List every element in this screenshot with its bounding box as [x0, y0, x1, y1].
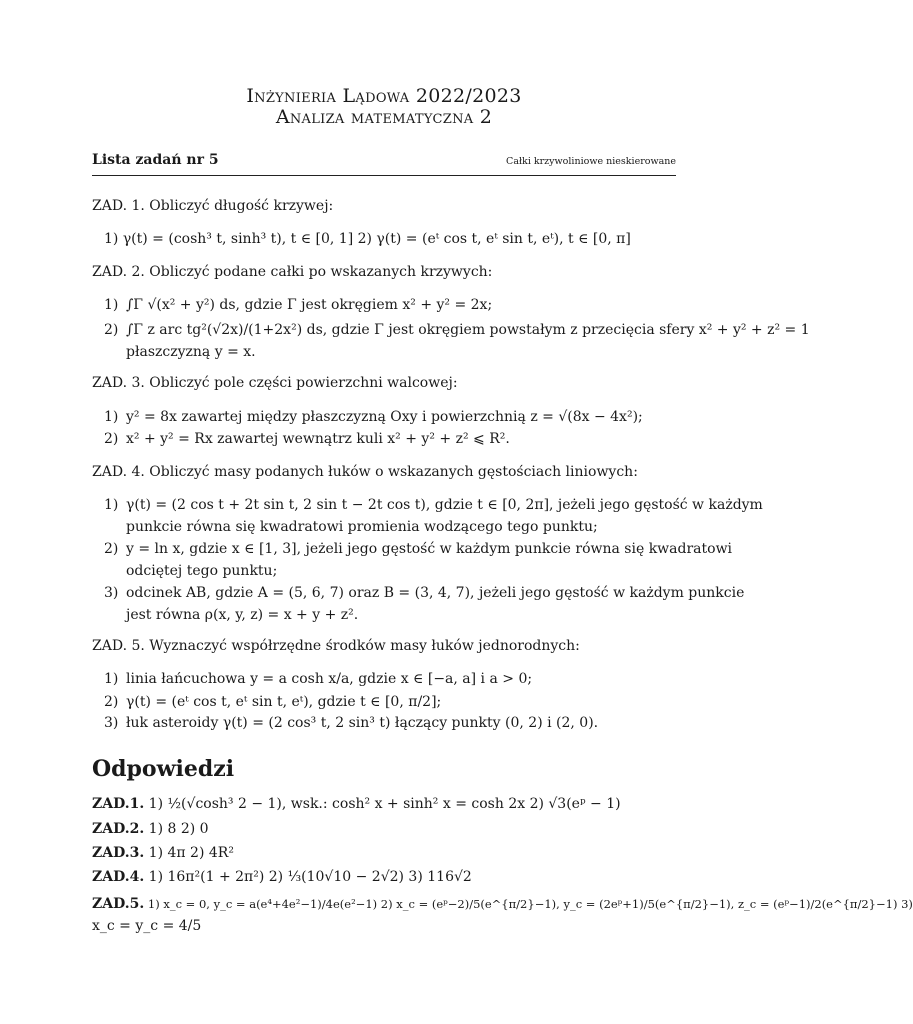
subject-title: Analiza matematyczna 2 [275, 106, 493, 128]
zad1-items: 1) γ(t) = (cosh³ t, sinh³ t), t ∈ [0, 1] 2) γ(t) = (eᵗ cos t, eᵗ sin t, eᵗ), t ∈ [0, π] [104, 231, 631, 247]
zad4-heading: ZAD. 4. Obliczyć masy podanych łuków o wskazanych gęstościach liniowych: [92, 464, 638, 480]
zad5-heading: ZAD. 5. Wyznaczyć współrzędne środków masy łuków jednorodnych: [92, 638, 580, 654]
zad2-item-2: 2) ∫Γ z arc tg²(√2x)/(1+2x²) ds, gdzie Γ jest okręgiem powstałym z przecięcia sfery x² + y² + z² = 1 [104, 322, 810, 338]
list-number: Lista zadań nr 5 [92, 152, 219, 168]
zad2-heading: ZAD. 2. Obliczyć podane całki po wskazanych krzywych: [92, 264, 493, 280]
zad4-item-2-cont: odciętej tego punktu; [126, 563, 278, 579]
zad2-item-1: 1) ∫Γ √(x² + y²) ds, gdzie Γ jest okręgiem x² + y² = 2x; [104, 297, 493, 313]
answer-4: ZAD.4. 1) 16π²(1 + 2π²) 2) ⅓(10√10 − 2√2) 3) 116√2 [92, 869, 472, 885]
answer-1: ZAD.1. 1) ½(√cosh³ 2 − 1), wsk.: cosh² x + sinh² x = cosh 2x 2) √3(eᵖ − 1) [92, 796, 621, 812]
zad2-item-2-cont: płaszczyzną y = x. [126, 344, 256, 360]
zad5-item-1: 1) linia łańcuchowa y = a cosh x/a, gdzie x ∈ [−a, a] i a > 0; [104, 671, 533, 687]
zad4-item-3: 3) odcinek AB, gdzie A = (5, 6, 7) oraz B = (3, 4, 7), jeżeli jego gęstość w każdym punkcie [104, 585, 745, 601]
zad4-item-1: 1) γ(t) = (2 cos t + 2t sin t, 2 sin t − 2t cos t), gdzie t ∈ [0, 2π], jeżeli jego gęstość w każdym [104, 497, 763, 513]
answers-title: Odpowiedzi [92, 756, 235, 782]
header-rule [92, 175, 676, 176]
list-topic: Całki krzywoliniowe nieskierowane [506, 156, 676, 167]
zad3-item-2: 2) x² + y² = Rx zawartej wewnątrz kuli x² + y² + z² ⩽ R². [104, 431, 510, 447]
answer-3: ZAD.3. 1) 4π 2) 4R² [92, 845, 234, 861]
course-title: Inżynieria Lądowa 2022/2023 [246, 85, 522, 107]
answer-5-cont: x_c = y_c = 4/5 [92, 918, 202, 934]
answer-2: ZAD.2. 1) 8 2) 0 [92, 821, 209, 837]
zad5-item-3: 3) łuk asteroidy γ(t) = (2 cos³ t, 2 sin³ t) łączący punkty (0, 2) i (2, 0). [104, 715, 599, 731]
zad4-item-3-cont: jest równa ρ(x, y, z) = x + y + z². [126, 607, 359, 623]
zad3-heading: ZAD. 3. Obliczyć pole części powierzchni walcowej: [92, 375, 458, 391]
zad5-item-2: 2) γ(t) = (eᵗ cos t, eᵗ sin t, eᵗ), gdzie t ∈ [0, π/2]; [104, 694, 442, 710]
zad4-item-1-cont: punkcie równa się kwadratowi promienia wodzącego tego punktu; [126, 519, 598, 535]
answer-5: ZAD.5. 1) x_c = 0, y_c = a(e⁴+4e²−1)/4e(e²−1) 2) x_c = (eᵖ−2)/5(e^{π/2}−1), y_c = (2eᵖ+1)/5(e^{π/2}−1), z_c = (eᵖ−1)/2(e^{π/2}−1) 3) [92, 896, 913, 912]
zad1-heading: ZAD. 1. Obliczyć długość krzywej: [92, 198, 334, 214]
zad4-item-2: 2) y = ln x, gdzie x ∈ [1, 3], jeżeli jego gęstość w każdym punkcie równa się kwadratowi [104, 541, 733, 557]
zad3-item-1: 1) y² = 8x zawartej między płaszczyzną Oxy i powierzchnią z = √(8x − 4x²); [104, 409, 643, 425]
